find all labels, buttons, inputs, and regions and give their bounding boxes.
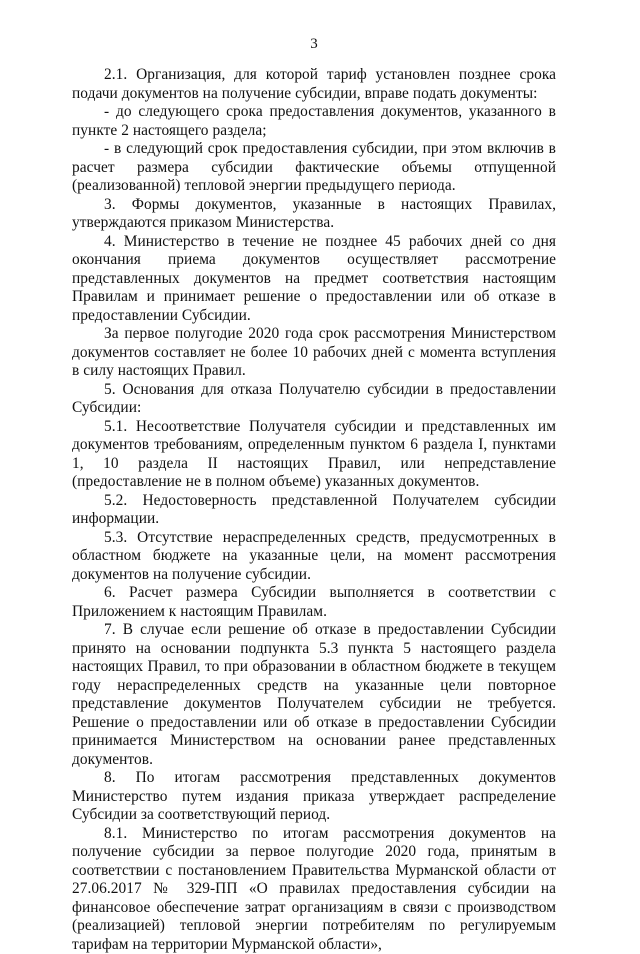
paragraph-5: 5. Основания для отказа Получателю субсидии в предоставлении Субсидии: bbox=[72, 381, 556, 418]
paragraph-2-1-item-1: - до следующего срока предоставления документов, указанного в пункте 2 настоящего раздела; bbox=[72, 103, 556, 140]
paragraph-5-3: 5.3. Отсутствие нераспределенных средств, предусмотренных в областном бюджете на указанные цели, на момент рассмотрения документов на получение субсидии. bbox=[72, 529, 556, 585]
paragraph-2-1-item-2: - в следующий срок предоставления субсидии, при этом включив в расчет размера субсидии фактические объемы отпущенной (реализованной) тепловой энергии предыдущего периода. bbox=[72, 140, 556, 196]
page-number: 3 bbox=[72, 0, 556, 66]
paragraph-2-1: 2.1. Организация, для которой тариф установлен позднее срока подачи документов на получение субсидии, вправе подать документы: bbox=[72, 66, 556, 103]
paragraph-6: 6. Расчет размера Субсидии выполняется в соответствии с Приложением к настоящим Правилам. bbox=[72, 584, 556, 621]
paragraph-5-2: 5.2. Недостоверность представленной Получателем субсидии информации. bbox=[72, 492, 556, 529]
paragraph-7: 7. В случае если решение об отказе в предоставлении Субсидии принято на основании подпункта 5.3 пункта 5 настоящего раздела настоящих Правил, то при образовании в областном бюджете в текущем году нераспределенных средств на указанные цели повторное представление документов Получателем субсидии не требуется. Решение о предоставлении или об отказе в предоставлении Субсидии принимается Министерством на основании ранее представленных документов. bbox=[72, 621, 556, 769]
paragraph-5-1: 5.1. Несоответствие Получателя субсидии и представленных им документов требованиям, определенным пунктом 6 раздела I, пунктами 1, 10 раздела II настоящих Правил, или непредставление (предоставление не в полном объеме) указанных документов. bbox=[72, 418, 556, 492]
paragraph-4-note: За первое полугодие 2020 года срок рассмотрения Министерством документов составляет не более 10 рабочих дней с момента вступления в силу настоящих Правил. bbox=[72, 325, 556, 381]
document-body bbox=[72, 66, 556, 954]
paragraph-3: 3. Формы документов, указанные в настоящих Правилах, утверждаются приказом Министерства. bbox=[72, 196, 556, 233]
paragraph-8-1: 8.1. Министерство по итогам рассмотрения документов на получение субсидии за первое полугодие 2020 года, принятым в соответствии с постановлением Правительства Мурманской области от 27.06.2017 № 329-ПП «О правилах предоставления субсидии на финансовое обеспечение затрат организациям в связи с производством (реализацией) тепловой энергии потребителям по регулируемым тарифам на территории Мурманской области», bbox=[72, 825, 556, 954]
paragraph-4: 4. Министерство в течение не позднее 45 рабочих дней со дня окончания приема документов осуществляет рассмотрение представленных документов на предмет соответствия настоящим Правилам и принимает решение о предоставлении или об отказе в предоставлении Субсидии. bbox=[72, 233, 556, 326]
paragraph-8: 8. По итогам рассмотрения представленных документов Министерство путем издания приказа утверждает распределение Субсидии за соответствующий период. bbox=[72, 769, 556, 825]
